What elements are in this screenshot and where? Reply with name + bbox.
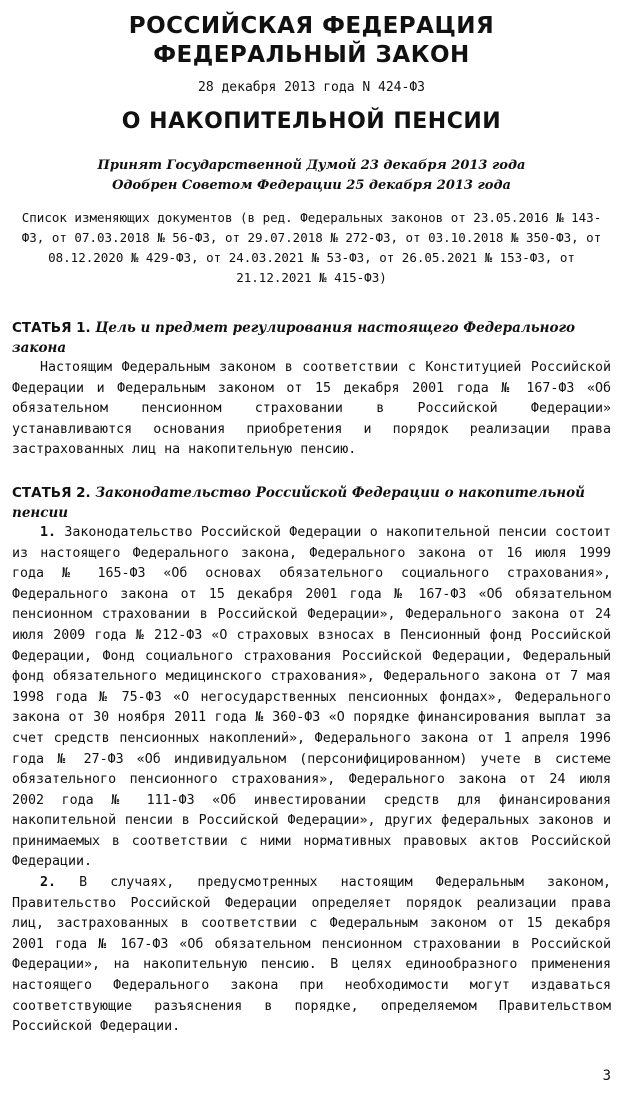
approved-by-council: Одобрен Советом Федерации 25 декабря 2013 года	[112, 178, 511, 193]
article-title: Цель и предмет регулирования настоящего Федерального закона	[12, 320, 576, 356]
article-title: Законодательство Российской Федерации о накопительной пенсии	[12, 484, 585, 521]
article-label: СТАТЬЯ 1.	[12, 320, 91, 336]
article-paragraph	[12, 523, 611, 873]
amendments-list: Список изменяющих документов (в ред. Федеральных законов от 23.05.2016 № 143-ФЗ, от 07.03.2018 № 56-ФЗ, от 29.07.2018 № 272-ФЗ, от 03.10.2018 № 350-ФЗ, от 08.12.2020 № 429-ФЗ, от 24.03.2021 № 53-ФЗ, от 26.05.2021 № 153-ФЗ, от 21.12.2021 № 415-ФЗ)	[21, 210, 602, 285]
paragraph-text: Законодательство Российской Федерации о накопительной пенсии состоит из настоящего Федерального закона, Федерального закона от 16 июля 1999 года № 165-ФЗ «Об основах обязательного социального страхования», Федерального закона от 15 декабря 2001 года № 167-ФЗ «Об обязательном пенсионном страховании в Российской Федерации», Федерального закона от 24 июля 2009 года № 212-ФЗ «О страховых взносах в Пенсионный фонд Российской Федерации, Фонд социального страхования Российской Федерации, Федеральный фонд обязательного медицинского страхования», Федерального закона от 7 мая 1998 года № 75-ФЗ «О негосударственных пенсионных фондах», Федерального закона от 30 ноября 2011 года № 360-ФЗ «О порядке финансирования выплат за счет средств пенсионных накоплений», Федерального закона от 1 апреля 1996 года № 27-ФЗ «Об индивидуальном (персонифицированном) учете в системе обязательного пенсионного страхования», Федерального закона от 24 июля 2002 года № 111-ФЗ «Об инвестировании средств для финансирования накопительной пенсии в Российской Федерации», других федеральных законов и принимаемых в соответствии с ними нормативных правовых актов Российской Федерации.	[12, 524, 611, 870]
adopted-by-duma: Принят Государственной Думой 23 декабря 2013 года	[97, 158, 526, 173]
article-2	[0, 483, 623, 1038]
paragraph-text: В случаях, предусмотренных настоящим Федеральным законом, Правительство Российской Федерации определяет порядок реализации права лиц, застрахованных в соответствии с Федеральным законом от 15 декабря 2001 года № 167-ФЗ «Об обязательном пенсионном страховании в Российской Федерации», на накопительную пенсию. В целях единообразного применения настоящего Федерального закона при необходимости могут издаваться соответствующие разъяснения в порядке, определяемом Правительством Российской Федерации.	[12, 875, 611, 1035]
law-date: 28 декабря 2013 года N 424-ФЗ	[198, 80, 425, 95]
adoption-info	[0, 156, 623, 196]
article-heading	[12, 483, 611, 523]
law-type-heading: ФЕДЕРАЛЬНЫЙ ЗАКОН	[153, 42, 470, 68]
law-title: О НАКОПИТЕЛЬНОЙ ПЕНСИИ	[121, 109, 502, 134]
paragraph-number: 1.	[40, 524, 57, 540]
paragraph-number: 2.	[40, 875, 57, 891]
article-paragraph: Настоящим Федеральным законом в соответствии с Конституцией Российской Федерации и Федеральным законом от 15 декабря 2001 года № 167-ФЗ «Об обязательном пенсионном страховании в Российской Федерации» устанавливаются основания приобретения и порядок реализации права застрахованных лиц на накопительную пенсию.	[12, 360, 611, 458]
country-heading: РОССИЙСКАЯ ФЕДЕРАЦИЯ	[128, 13, 495, 39]
page-number: 3	[602, 1068, 611, 1084]
article-heading	[12, 318, 611, 358]
article-1	[0, 318, 623, 461]
article-label: СТАТЬЯ 2.	[12, 484, 91, 501]
document-header	[0, 12, 623, 288]
article-paragraph	[12, 873, 611, 1038]
